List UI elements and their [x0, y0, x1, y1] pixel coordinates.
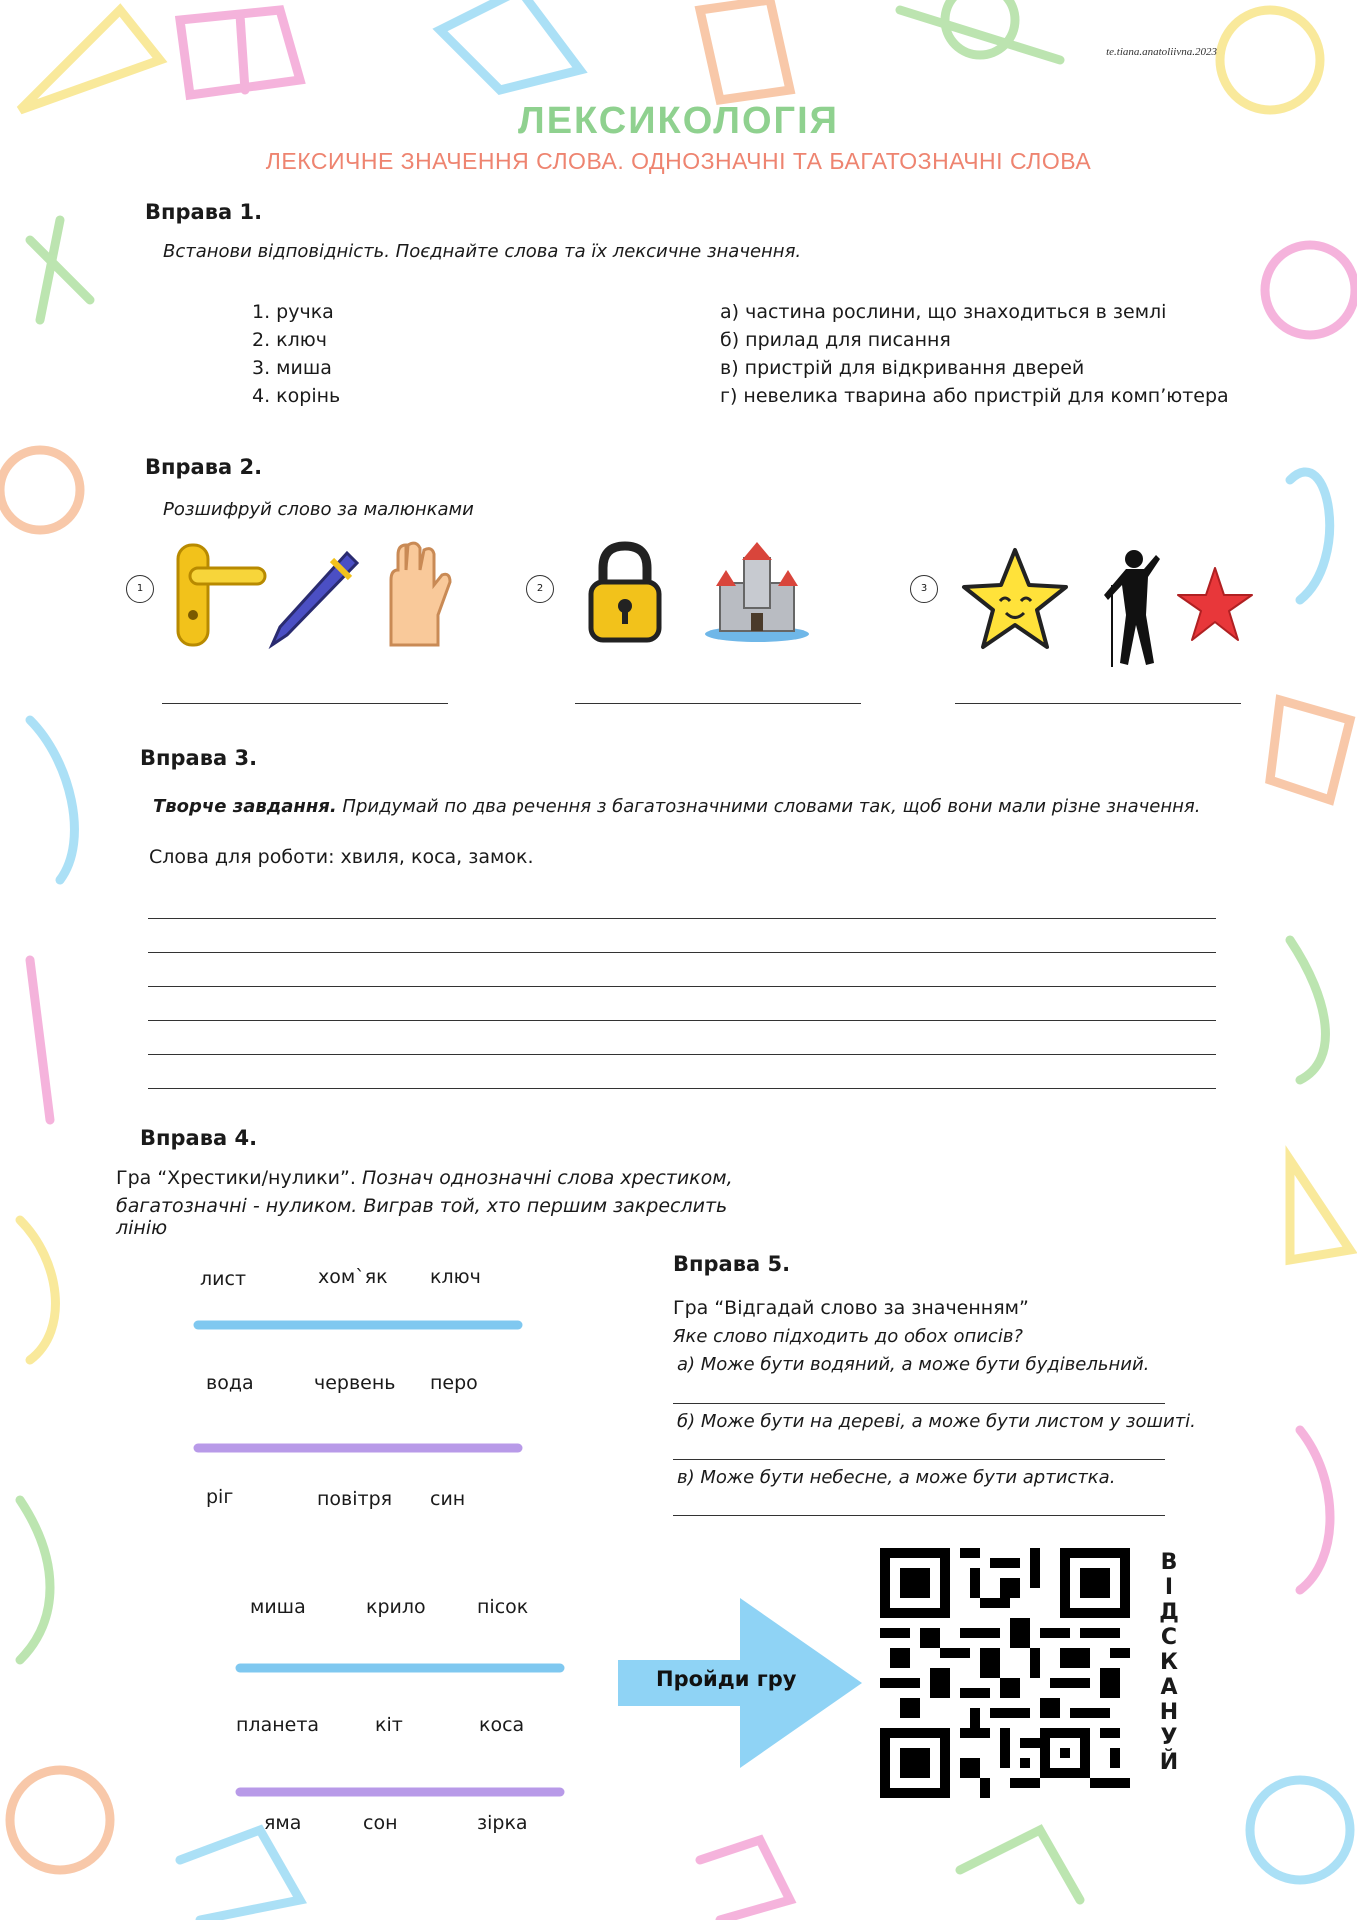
exercise-3-heading: Вправа 3. [140, 746, 258, 770]
grid-word[interactable]: зірка [477, 1812, 528, 1834]
letter: Й [1159, 1750, 1179, 1775]
letter: У [1160, 1725, 1178, 1750]
exercise-5-heading: Вправа 5. [673, 1252, 791, 1276]
instruction-line: Познач однозначні слова хрестиком, [361, 1167, 733, 1189]
exercise-1-instruction: Встанови відповідність. Поєднайте слова та їх лексичне значення. [163, 241, 802, 262]
answer-line[interactable] [673, 1515, 1165, 1516]
grid-word[interactable]: син [430, 1488, 466, 1510]
grid-word[interactable]: сон [363, 1812, 398, 1834]
answer-line[interactable] [673, 1403, 1165, 1404]
page-title: ЛЕКСИКОЛОГІЯ [518, 100, 839, 142]
grid-word[interactable]: хом`як [318, 1266, 388, 1288]
meaning-item: г) невелика тварина або пристрій для комп’ютера [720, 385, 1229, 407]
exercise-5-game: Гра “Відгадай слово за значенням” [673, 1297, 1029, 1319]
letter: А [1160, 1675, 1178, 1700]
exercise-4-heading: Вправа 4. [140, 1126, 258, 1150]
author-credit: te.tiana.anatoliivna.2023 [1106, 46, 1217, 58]
grid-word[interactable]: червень [314, 1372, 396, 1394]
grid-word[interactable]: пісок [477, 1596, 529, 1618]
meaning-item: б) прилад для писання [720, 329, 951, 351]
qr-code[interactable] [880, 1548, 1130, 1798]
letter: І [1164, 1575, 1174, 1600]
scan-vertical-word [1154, 1550, 1184, 1775]
rebus-number-1: 1 [126, 575, 154, 603]
meaning-item: а) частина рослини, що знаходиться в землі [720, 301, 1167, 323]
instruction-line: лінію [116, 1217, 168, 1239]
exercise-3-words: Слова для роботи: хвиля, коса, замок. [149, 846, 534, 868]
creative-task-label: Творче завдання. [153, 796, 337, 817]
letter: К [1160, 1650, 1178, 1675]
exercise-2-instruction: Розшифруй слово за малюнками [163, 499, 474, 520]
grid-word[interactable]: вода [206, 1372, 254, 1394]
play-game-label[interactable]: Пройди гру [656, 1667, 797, 1691]
rebus-number-3: 3 [910, 575, 938, 603]
grid-word[interactable]: миша [250, 1596, 306, 1618]
word-item: 1. ручка [252, 301, 334, 323]
rebus-number-2: 2 [526, 575, 554, 603]
grid-word[interactable]: перо [430, 1372, 478, 1394]
letter: Н [1159, 1700, 1179, 1725]
grid-word[interactable]: крило [366, 1596, 426, 1618]
grid-word[interactable]: яма [264, 1812, 302, 1834]
grid-word[interactable]: ключ [430, 1266, 481, 1288]
exercise-1-heading: Вправа 1. [145, 200, 263, 224]
letter: Д [1159, 1600, 1179, 1625]
grid-word[interactable]: лист [200, 1268, 247, 1290]
page-subtitle: ЛЕКСИЧНЕ ЗНАЧЕННЯ СЛОВА. ОДНОЗНАЧНІ ТА БАГАТОЗНАЧНІ СЛОВА [265, 148, 1092, 174]
answer-line[interactable] [673, 1459, 1165, 1460]
exercise-5-question: Яке слово підходить до обох описів? [673, 1326, 1023, 1347]
letter: В [1160, 1550, 1178, 1575]
grid-word[interactable]: коса [479, 1714, 525, 1736]
grid-word[interactable]: повітря [317, 1488, 393, 1510]
grid-word[interactable]: ріг [206, 1486, 234, 1508]
word-item: 3. миша [252, 357, 332, 379]
creative-task-text: Придумай по два речення з багатозначними словами так, щоб вони мали різне значення. [336, 796, 1201, 817]
riddle-item: в) Може бути небесне, а може бути артистка. [677, 1467, 1116, 1488]
riddle-item: б) Може бути на дереві, а може бути листом у зошиті. [677, 1411, 1196, 1432]
instruction-line: багатозначні - нуликом. Виграв той, хто першим закреслить [116, 1195, 728, 1217]
game-name: Гра “Хрестики/нулики”. [116, 1167, 362, 1189]
grid-word[interactable]: кіт [375, 1714, 403, 1736]
exercise-2-heading: Вправа 2. [145, 455, 263, 479]
word-item: 2. ключ [252, 329, 328, 351]
riddle-item: а) Може бути водяний, а може бути будівельний. [677, 1354, 1150, 1375]
grid-word[interactable]: планета [236, 1714, 320, 1736]
word-item: 4. корінь [252, 385, 341, 407]
letter: С [1160, 1625, 1178, 1650]
meaning-item: в) пристрій для відкривання дверей [720, 357, 1085, 379]
